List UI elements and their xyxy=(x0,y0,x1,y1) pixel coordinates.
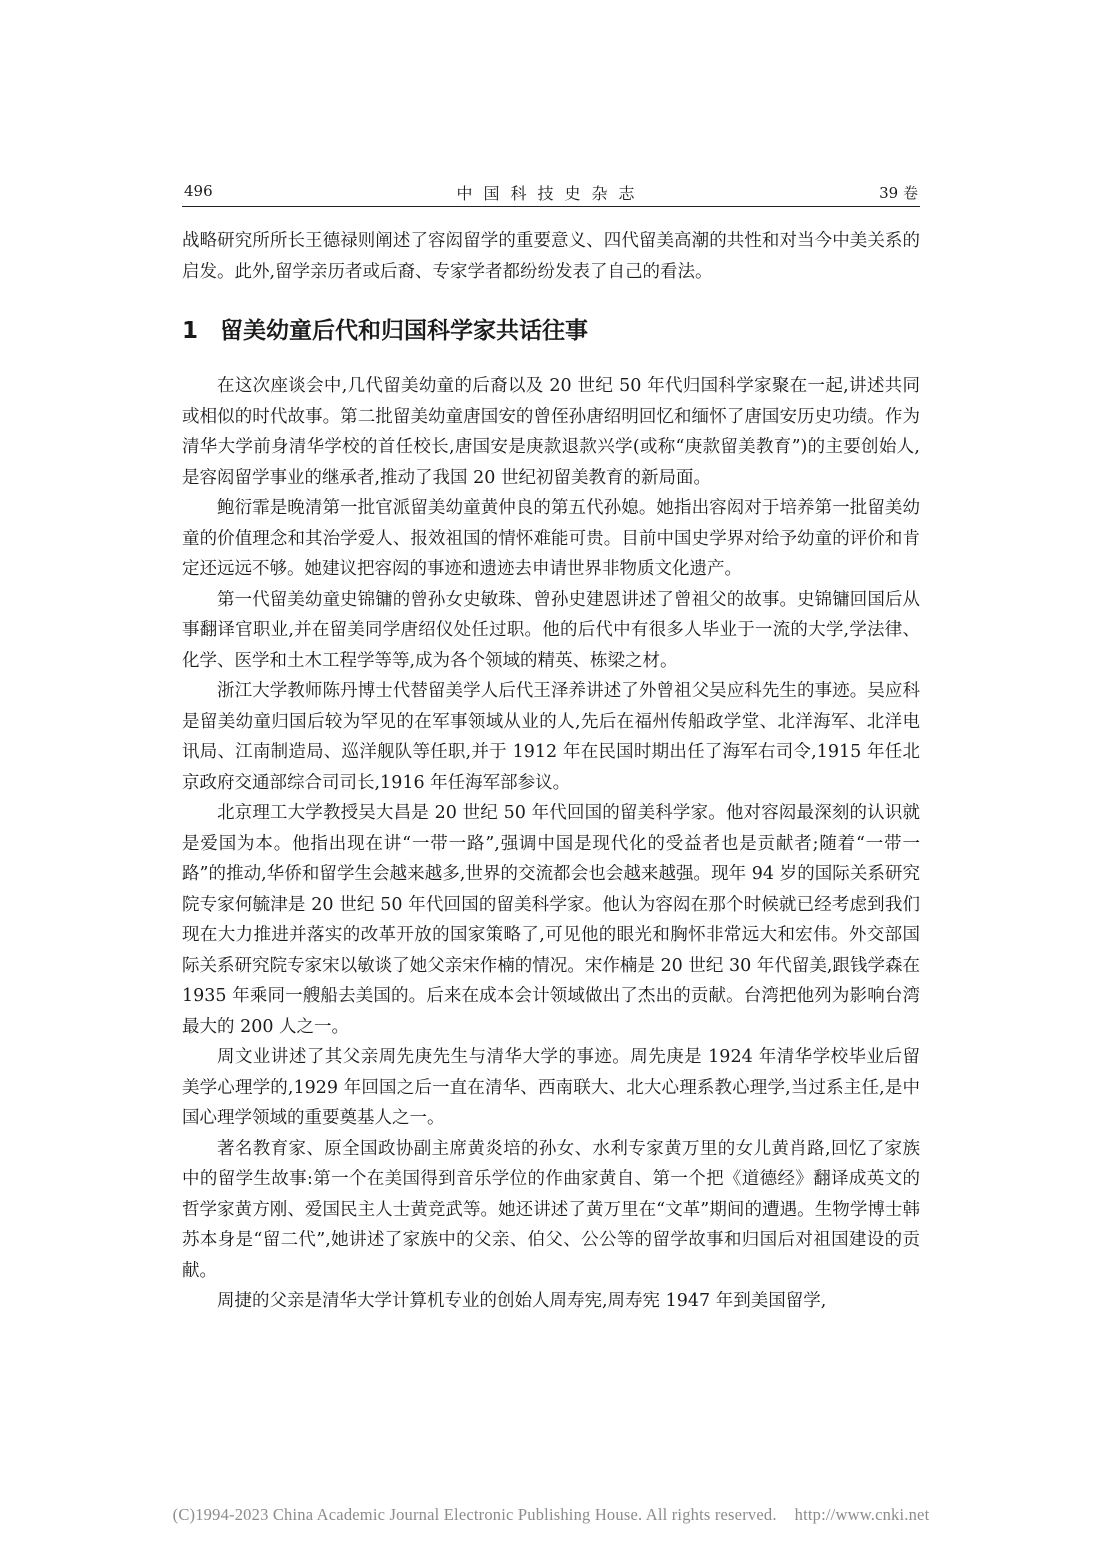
paragraph: 北京理工大学教授吴大昌是 20 世纪 50 年代回国的留美科学家。他对容闳最深刻的认识就是爱国为本。他指出现在讲“一带一路”,强调中国是现代化的受益者也是贡献者;随着“一带一路”的推动,华侨和留学生会越来越多,世界的交流都会也会越来越强。现年 94 岁的国际关系研究院专家何毓津是 20 世纪 50 年代回国的留美科学家。他认为容闳在那个时候就已经考虑到我们现在大力推进并落实的改革开放的国家策略了,可见他的眼光和胸怀非常远大和宏伟。外交部国际关系研究院专家宋以敏谈了她父亲宋作楠的情况。宋作楠是 20 世纪 30 年代留美,跟钱学森在 1935 年乘同一艘船去美国的。后来在成本会计领域做出了杰出的贡献。台湾把他列为影响台湾最大的 200 人之一。 xyxy=(182,803,920,1037)
paragraph: 周文业讲述了其父亲周先庚先生与清华大学的事迹。周先庚是 1924 年清华学校毕业后留美学心理学的,1929 年回国之后一直在清华、西南联大、北大心理系教心理学,当过系主任,是中国心理学领域的重要奠基人之一。 xyxy=(182,1047,920,1128)
paragraph: 著名教育家、原全国政协副主席黄炎培的孙女、水利专家黄万里的女儿黄肖路,回忆了家族中的留学生故事:第一个在美国得到音乐学位的作曲家黄自、第一个把《道德经》翻译成英文的哲学家黄方刚、爱国民主人士黄竞武等。她还讲述了黄万里在“文革”期间的遭遇。生物学博士韩苏本身是“留二代”,她讲述了家族中的父亲、伯父、公公等的留学故事和归国后对祖国建设的贡献。 xyxy=(182,1138,920,1281)
copyright-footer xyxy=(0,1505,1102,1525)
section-number: 1 xyxy=(182,318,199,344)
copyright-text: (C)1994-2023 China Academic Journal Electronic Publishing House. All rights reserved. xyxy=(172,1505,777,1524)
section-title: 留美幼童后代和归国科学家共话往事 xyxy=(220,318,588,344)
paragraph: 周捷的父亲是清华大学计算机专业的创始人周寿宪,周寿宪 1947 年到美国留学, xyxy=(217,1291,827,1311)
page-number: 496 xyxy=(184,182,213,200)
paragraph: 浙江大学教师陈丹博士代替留美学人后代王泽养讲述了外曾祖父吴应科先生的事迹。吴应科是留美幼童归国后较为罕见的在军事领域从业的人,先后在福州传船政学堂、北洋海军、北洋电讯局、江南制造局、巡洋舰队等任职,并于 1912 年在民国时期出任了海军右司令,1915 年任北京政府交通部综合司司长,1916 年任海军部参议。 xyxy=(182,681,920,793)
paragraph: 在这次座谈会中,几代留美幼童的后裔以及 20 世纪 50 年代归国科学家聚在一起,讲述共同或相似的时代故事。第二批留美幼童唐国安的曾侄孙唐绍明回忆和缅怀了唐国安历史功绩。作为清华大学前身清华学校的首任校长,唐国安是庚款退款兴学(或称“庚款留美教育”)的主要创始人,是容闳留学事业的继承者,推动了我国 20 世纪初留美教育的新局面。 xyxy=(182,376,920,488)
journal-title: 中国科技史杂志 xyxy=(456,184,646,203)
paragraph: 鲍衍霏是晚清第一批官派留美幼童黄仲良的第五代孙媳。她指出容闳对于培养第一批留美幼童的价值理念和其治学爱人、报效祖国的情怀难能可贵。目前中国史学界对给予幼童的评价和肯定还远远不够。她建议把容闳的事迹和遗迹去申请世界非物质文化遗产。 xyxy=(182,498,920,579)
intro-paragraph: 战略研究所所长王德禄则阐述了容闳留学的重要意义、四代留美高潮的共性和对当今中美关系的启发。此外,留学亲历者或后裔、专家学者都纷纷发表了自己的看法。 xyxy=(182,231,920,282)
cnki-link[interactable]: http://www.cnki.net xyxy=(794,1505,930,1524)
paragraph: 第一代留美幼童史锦镛的曾孙女史敏珠、曾孙史建恩讲述了曾祖父的故事。史锦镛回国后从事翻译官职业,并在留美同学唐绍仪处任过职。他的后代中有很多人毕业于一流的大学,学法律、化学、医学和土木工程学等等,成为各个领域的精英、栋梁之材。 xyxy=(182,589,920,671)
running-header xyxy=(182,176,920,207)
article-body xyxy=(182,226,920,1317)
section-heading xyxy=(182,315,920,347)
volume-label: 39 卷 xyxy=(879,184,918,202)
